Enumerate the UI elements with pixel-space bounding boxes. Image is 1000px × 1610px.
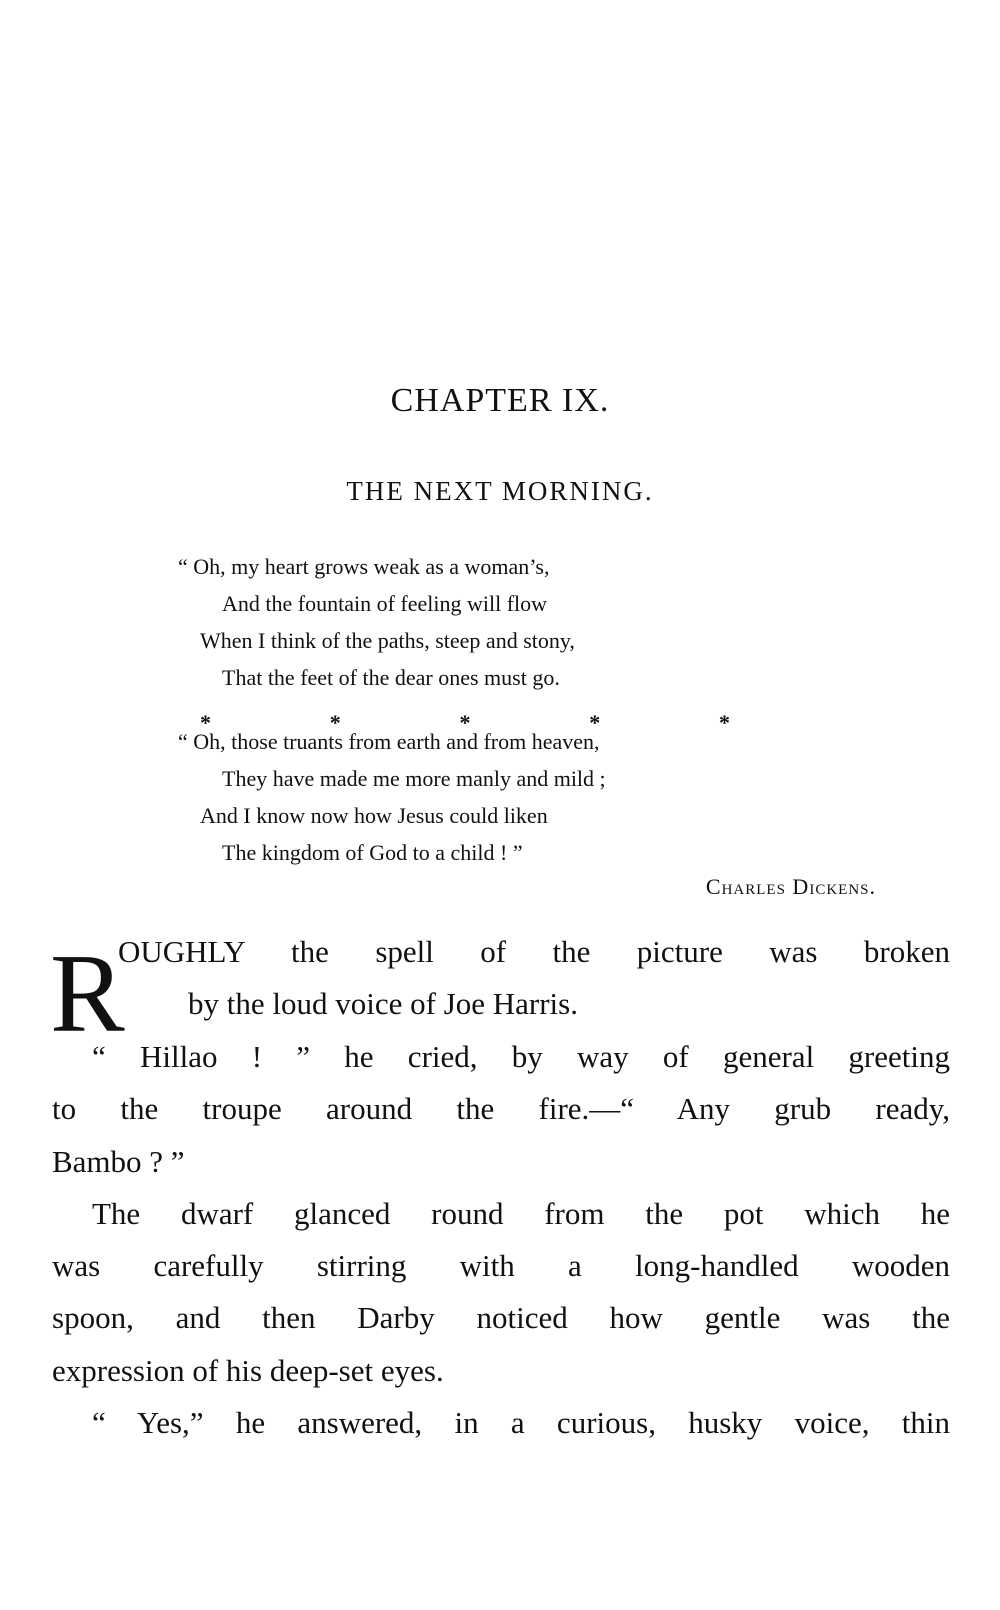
text-line: expression of his deep-set eyes. xyxy=(52,1353,444,1388)
chapter-title: THE NEXT MORNING. xyxy=(346,476,654,506)
text-line: spoon, and then Darby noticed how gentle was the xyxy=(52,1300,950,1335)
text-line: Bambo ? ” xyxy=(52,1144,185,1179)
poem-line: When I think of the paths, steep and stony, xyxy=(200,628,575,653)
poem-line: They have made me more manly and mild ; xyxy=(222,766,606,791)
drop-cap: R xyxy=(50,932,125,1056)
text-line: to the troupe around the fire.—“ Any grub ready, xyxy=(52,1091,950,1126)
text-line: The dwarf glanced round from the pot which he xyxy=(92,1196,950,1231)
epigraph-attribution: Charles Dickens. xyxy=(705,874,876,899)
poem-line: “ Oh, my heart grows weak as a woman’s, xyxy=(178,554,550,579)
star: * xyxy=(200,710,211,735)
poem-line: And I know now how Jesus could liken xyxy=(200,803,548,828)
text-line: OUGHLY the spell of the picture was broken xyxy=(118,934,950,969)
poem-line: The kingdom of God to a child ! ” xyxy=(222,840,523,865)
star: * xyxy=(589,710,601,735)
text-line: “ Hillao ! ” he cried, by way of general greeting xyxy=(92,1039,950,1074)
star: * xyxy=(459,710,471,735)
text-line: “ Yes,” he answered, in a curious, husky voice, thin xyxy=(92,1405,950,1440)
text-line: by the loud voice of Joe Harris. xyxy=(188,986,578,1021)
poem-line: That the feet of the dear ones must go. xyxy=(222,665,560,690)
text-line: was carefully stirring with a long-handled wooden xyxy=(52,1248,950,1283)
chapter-number: CHAPTER IX. xyxy=(390,382,610,419)
star: * xyxy=(719,710,730,735)
poem-line: And the fountain of feeling will flow xyxy=(222,591,548,616)
poem-line: “ Oh, those truants from earth and from heaven, xyxy=(178,729,600,754)
star: * xyxy=(329,710,341,735)
